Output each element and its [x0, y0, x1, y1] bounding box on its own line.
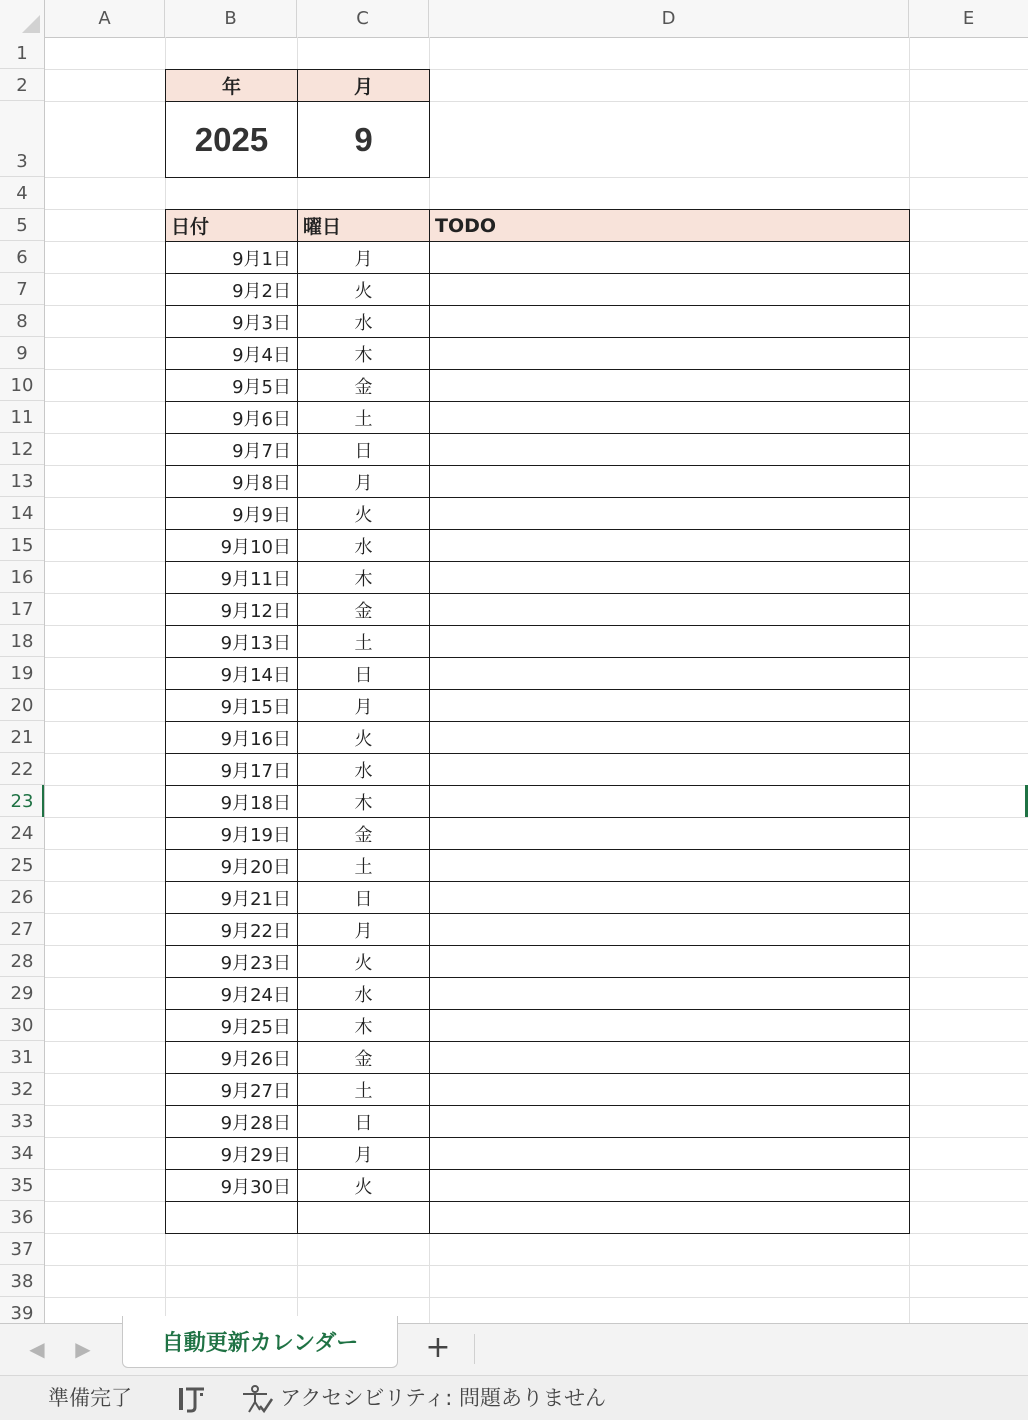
- row-header[interactable]: 35: [0, 1169, 44, 1201]
- row-header[interactable]: 31: [0, 1041, 44, 1073]
- row-header[interactable]: 17: [0, 593, 44, 625]
- weekday-cell[interactable]: 月: [297, 1137, 430, 1170]
- todo-cell[interactable]: [429, 849, 910, 882]
- weekday-cell[interactable]: 月: [297, 241, 430, 274]
- date-cell[interactable]: 9月16日: [165, 721, 298, 754]
- tab-divider: [474, 1334, 475, 1364]
- weekday-cell[interactable]: 水: [297, 753, 430, 786]
- todo-cell[interactable]: [429, 433, 910, 466]
- weekday-cell[interactable]: 日: [297, 657, 430, 690]
- row-header[interactable]: 2: [0, 69, 44, 101]
- row-header[interactable]: 26: [0, 881, 44, 913]
- todo-cell[interactable]: [429, 1169, 910, 1202]
- date-cell[interactable]: 9月23日: [165, 945, 298, 978]
- row-header[interactable]: 10: [0, 369, 44, 401]
- weekday-cell[interactable]: 金: [297, 369, 430, 402]
- weekday-cell[interactable]: 水: [297, 529, 430, 562]
- weekday-cell[interactable]: 日: [297, 1105, 430, 1138]
- row-header[interactable]: 28: [0, 945, 44, 977]
- todo-cell[interactable]: [429, 625, 910, 658]
- weekday-cell[interactable]: 火: [297, 721, 430, 754]
- weekday-cell[interactable]: 金: [297, 593, 430, 626]
- add-sheet-button[interactable]: +: [425, 1330, 451, 1365]
- todo-cell[interactable]: [429, 561, 910, 594]
- weekday-cell[interactable]: 木: [297, 1009, 430, 1042]
- column-header-e[interactable]: E: [962, 8, 975, 29]
- row-header[interactable]: 18: [0, 625, 44, 657]
- date-cell[interactable]: 9月27日: [165, 1073, 298, 1106]
- date-cell[interactable]: 9月2日: [165, 273, 298, 306]
- todo-cell[interactable]: [429, 785, 910, 818]
- column-header-a[interactable]: A: [45, 0, 165, 37]
- weekday-cell[interactable]: 木: [297, 561, 430, 594]
- column-header-b[interactable]: B: [165, 0, 297, 37]
- weekday-cell[interactable]: 土: [297, 625, 430, 658]
- date-cell[interactable]: 9月12日: [165, 593, 298, 626]
- weekday-cell[interactable]: 火: [297, 945, 430, 978]
- todo-cell[interactable]: [429, 881, 910, 914]
- todo-cell[interactable]: [429, 977, 910, 1010]
- weekday-cell[interactable]: 火: [297, 273, 430, 306]
- row-header[interactable]: 32: [0, 1073, 44, 1105]
- row-header-bar: [0, 37, 45, 1323]
- column-header-c[interactable]: C: [297, 0, 429, 37]
- date-cell[interactable]: 9月18日: [165, 785, 298, 818]
- row-header[interactable]: 38: [0, 1265, 44, 1297]
- row-header[interactable]: 34: [0, 1137, 44, 1169]
- spreadsheet-grid[interactable]: [45, 37, 1028, 1323]
- column-header-d[interactable]: D: [429, 0, 909, 37]
- todo-cell[interactable]: [429, 1041, 910, 1074]
- sheet-tab-active[interactable]: 自動更新カレンダー: [122, 1316, 398, 1368]
- row-header[interactable]: 39: [0, 1297, 44, 1323]
- row-header[interactable]: 24: [0, 817, 44, 849]
- todo-cell[interactable]: [429, 1073, 910, 1106]
- date-cell[interactable]: 9月24日: [165, 977, 298, 1010]
- row-header[interactable]: 13: [0, 465, 44, 497]
- row-header[interactable]: 25: [0, 849, 44, 881]
- todo-cell[interactable]: [429, 1137, 910, 1170]
- date-cell[interactable]: 9月11日: [165, 561, 298, 594]
- weekday-cell[interactable]: 土: [297, 401, 430, 434]
- date-cell[interactable]: 9月22日: [165, 913, 298, 946]
- todo-cell[interactable]: [429, 945, 910, 978]
- date-cell[interactable]: 9月26日: [165, 1041, 298, 1074]
- month-value-cell[interactable]: 9: [297, 101, 430, 178]
- todo-cell[interactable]: [429, 305, 910, 338]
- weekday-cell[interactable]: 日: [297, 881, 430, 914]
- accessibility-icon[interactable]: [240, 1384, 274, 1414]
- date-cell[interactable]: 9月8日: [165, 465, 298, 498]
- row-header[interactable]: 11: [0, 401, 44, 433]
- row-header[interactable]: 7: [0, 273, 44, 305]
- weekday-cell[interactable]: 金: [297, 1041, 430, 1074]
- month-label[interactable]: 月: [297, 69, 430, 102]
- column-header-bar: [0, 0, 1028, 38]
- todo-cell[interactable]: [429, 753, 910, 786]
- date-cell[interactable]: 9月9日: [165, 497, 298, 530]
- todo-cell[interactable]: [429, 273, 910, 306]
- row-header[interactable]: 3: [0, 101, 44, 177]
- row-header[interactable]: 15: [0, 529, 44, 561]
- date-cell[interactable]: 9月10日: [165, 529, 298, 562]
- next-sheet-icon[interactable]: ▶: [75, 1337, 91, 1361]
- todo-cell[interactable]: [429, 1105, 910, 1138]
- weekday-cell[interactable]: 金: [297, 817, 430, 850]
- date-cell[interactable]: 9月21日: [165, 881, 298, 914]
- date-cell[interactable]: 9月1日: [165, 241, 298, 274]
- date-cell[interactable]: 9月19日: [165, 817, 298, 850]
- todo-cell[interactable]: [429, 657, 910, 690]
- date-cell[interactable]: 9月25日: [165, 1009, 298, 1042]
- date-cell[interactable]: 9月5日: [165, 369, 298, 402]
- weekday-cell[interactable]: [297, 1201, 430, 1234]
- todo-column-header[interactable]: TODO: [429, 209, 910, 242]
- row-header[interactable]: 5: [0, 209, 44, 241]
- weekday-cell[interactable]: 月: [297, 913, 430, 946]
- weekday-cell[interactable]: 木: [297, 785, 430, 818]
- weekday-cell[interactable]: 土: [297, 849, 430, 882]
- sheet-tab-bar: [0, 1323, 1028, 1375]
- date-cell[interactable]: [165, 1201, 298, 1234]
- row-header[interactable]: 33: [0, 1105, 44, 1137]
- todo-cell[interactable]: [429, 721, 910, 754]
- todo-cell[interactable]: [429, 369, 910, 402]
- row-header[interactable]: 1: [0, 37, 44, 69]
- weekday-cell[interactable]: 木: [297, 337, 430, 370]
- date-cell[interactable]: 9月3日: [165, 305, 298, 338]
- todo-cell[interactable]: [429, 593, 910, 626]
- weekday-cell[interactable]: 月: [297, 689, 430, 722]
- row-header[interactable]: 23: [0, 785, 44, 817]
- row-header[interactable]: 30: [0, 1009, 44, 1041]
- year-label[interactable]: 年: [165, 69, 298, 102]
- todo-cell[interactable]: [429, 1201, 910, 1234]
- date-cell[interactable]: 9月15日: [165, 689, 298, 722]
- date-cell[interactable]: 9月20日: [165, 849, 298, 882]
- date-cell[interactable]: 9月17日: [165, 753, 298, 786]
- grid-row-line: [45, 1265, 1028, 1266]
- row-header[interactable]: 36: [0, 1201, 44, 1233]
- row-header[interactable]: 20: [0, 689, 44, 721]
- macro-record-icon[interactable]: [176, 1385, 208, 1413]
- status-ready: 準備完了: [48, 1386, 132, 1410]
- row-header[interactable]: 16: [0, 561, 44, 593]
- todo-cell[interactable]: [429, 401, 910, 434]
- row-header[interactable]: 22: [0, 753, 44, 785]
- weekday-cell[interactable]: 日: [297, 433, 430, 466]
- select-all-corner[interactable]: [0, 0, 45, 37]
- date-cell[interactable]: 9月6日: [165, 401, 298, 434]
- row-header[interactable]: 9: [0, 337, 44, 369]
- row-header[interactable]: 8: [0, 305, 44, 337]
- weekday-cell[interactable]: 水: [297, 977, 430, 1010]
- row-header[interactable]: 14: [0, 497, 44, 529]
- date-column-header[interactable]: 日付: [165, 209, 298, 242]
- grid-row-line: [45, 1297, 1028, 1298]
- prev-sheet-icon[interactable]: ◀: [29, 1337, 45, 1361]
- row-header[interactable]: 29: [0, 977, 44, 1009]
- date-cell[interactable]: 9月4日: [165, 337, 298, 370]
- row-header[interactable]: 6: [0, 241, 44, 273]
- todo-cell[interactable]: [429, 337, 910, 370]
- weekday-cell[interactable]: 火: [297, 497, 430, 530]
- weekday-cell[interactable]: 土: [297, 1073, 430, 1106]
- weekday-cell[interactable]: 水: [297, 305, 430, 338]
- row-header[interactable]: 37: [0, 1233, 44, 1265]
- weekday-column-header[interactable]: 曜日: [297, 209, 430, 242]
- date-cell[interactable]: 9月28日: [165, 1105, 298, 1138]
- todo-cell[interactable]: [429, 913, 910, 946]
- year-value-cell[interactable]: 2025: [165, 101, 298, 178]
- date-cell[interactable]: 9月7日: [165, 433, 298, 466]
- date-cell[interactable]: 9月14日: [165, 657, 298, 690]
- status-bar: [0, 1375, 1028, 1420]
- todo-cell[interactable]: [429, 1009, 910, 1042]
- status-accessibility[interactable]: アクセシビリティ: 問題ありません: [280, 1386, 607, 1410]
- weekday-cell[interactable]: 火: [297, 1169, 430, 1202]
- date-cell[interactable]: 9月13日: [165, 625, 298, 658]
- todo-cell[interactable]: [429, 529, 910, 562]
- todo-cell[interactable]: [429, 241, 910, 274]
- date-cell[interactable]: 9月29日: [165, 1137, 298, 1170]
- row-header[interactable]: 21: [0, 721, 44, 753]
- row-header[interactable]: 12: [0, 433, 44, 465]
- row-header[interactable]: 27: [0, 913, 44, 945]
- row-header[interactable]: 4: [0, 177, 44, 209]
- todo-cell[interactable]: [429, 465, 910, 498]
- todo-cell[interactable]: [429, 817, 910, 850]
- todo-cell[interactable]: [429, 689, 910, 722]
- date-cell[interactable]: 9月30日: [165, 1169, 298, 1202]
- weekday-cell[interactable]: 月: [297, 465, 430, 498]
- row-header[interactable]: 19: [0, 657, 44, 689]
- todo-cell[interactable]: [429, 497, 910, 530]
